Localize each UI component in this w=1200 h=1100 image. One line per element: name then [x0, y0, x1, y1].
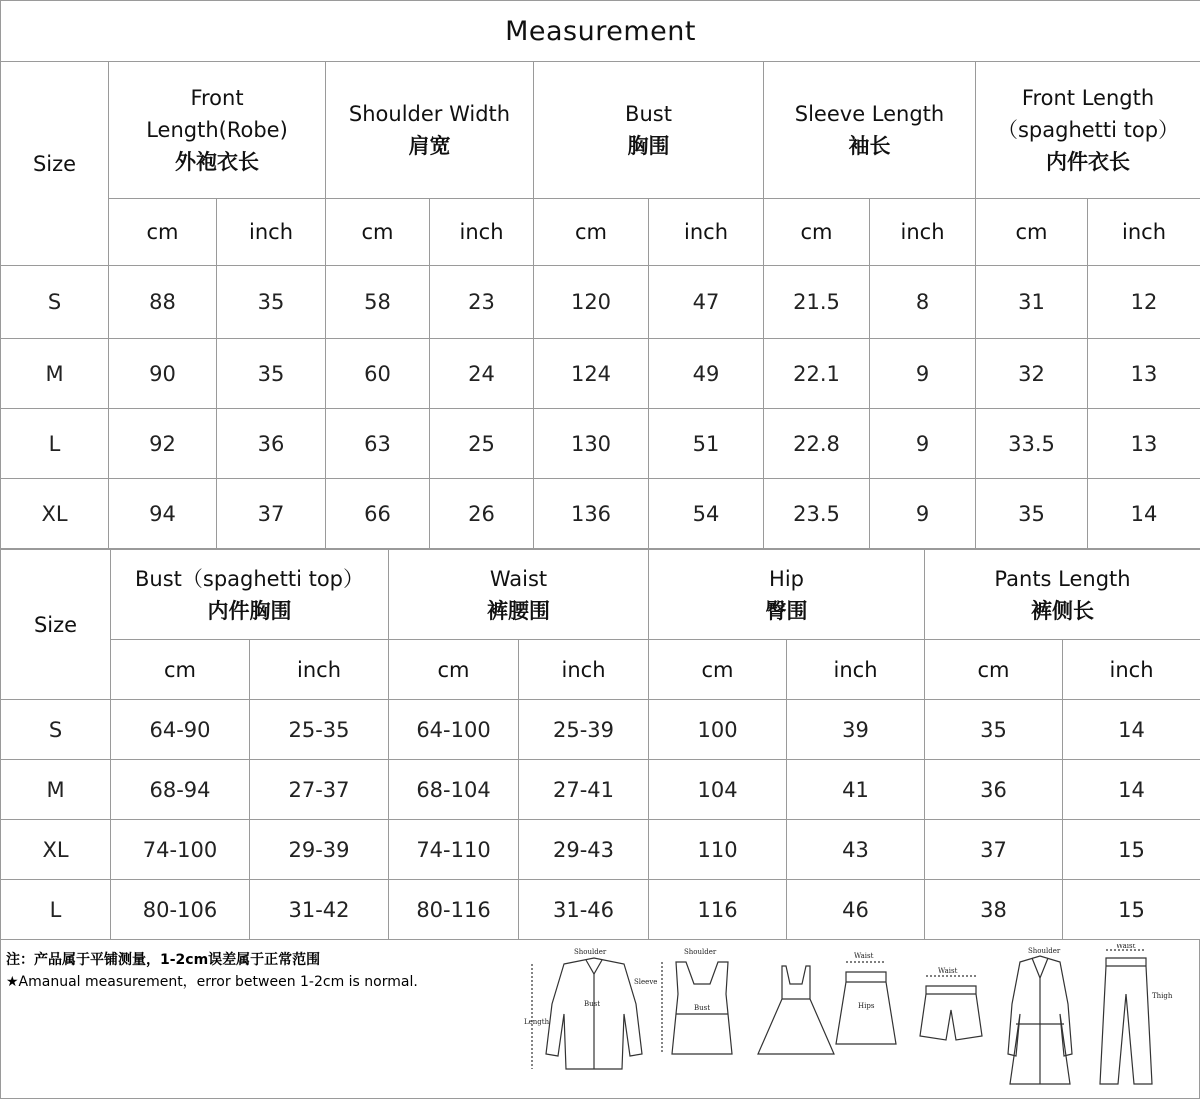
- value-cell: 35: [976, 479, 1088, 549]
- header-en: Pants Length: [994, 566, 1131, 591]
- unit-inch: inch: [519, 640, 649, 700]
- unit-inch: inch: [250, 640, 389, 700]
- label-sleeve: Sleeve: [634, 978, 658, 986]
- size-cell: L: [1, 409, 109, 479]
- label-bust-2: Bust: [694, 1004, 711, 1012]
- value-cell: 9: [870, 479, 976, 549]
- value-cell: 80-106: [111, 880, 250, 940]
- value-cell: 25-35: [250, 700, 389, 760]
- header-zh: 内件胸围: [207, 598, 292, 623]
- garment-measurement-diagrams: [524, 944, 1174, 1094]
- unit-cm: cm: [534, 199, 649, 266]
- value-cell: 31-42: [250, 880, 389, 940]
- value-cell: 29-43: [519, 820, 649, 880]
- value-cell: 14: [1063, 760, 1200, 820]
- value-cell: 116: [649, 880, 787, 940]
- note-english: ★Amanual measurement，error between 1-2cm is normal.: [6, 974, 418, 990]
- measurement-table-top: [0, 0, 1200, 549]
- value-cell: 136: [534, 479, 649, 549]
- value-cell: 94: [109, 479, 217, 549]
- unit-inch: inch: [217, 199, 326, 266]
- value-cell: 63: [326, 409, 430, 479]
- table-row: [1, 700, 1200, 760]
- value-cell: 36: [217, 409, 326, 479]
- header-front-length-robe: [109, 62, 326, 199]
- table-row: [1, 820, 1200, 880]
- header-en: Bust: [625, 102, 672, 126]
- value-cell: 46: [787, 880, 925, 940]
- value-cell: 104: [649, 760, 787, 820]
- value-cell: 41: [787, 760, 925, 820]
- size-cell: M: [1, 760, 111, 820]
- size-cell: S: [1, 266, 109, 339]
- value-cell: 92: [109, 409, 217, 479]
- value-cell: 54: [649, 479, 764, 549]
- header-en: Front: [190, 86, 244, 110]
- value-cell: 74-110: [389, 820, 519, 880]
- value-cell: 25-39: [519, 700, 649, 760]
- table-row: [1, 409, 1200, 479]
- header-sleeve-length: [764, 62, 976, 199]
- value-cell: 68-104: [389, 760, 519, 820]
- pants-sketch-icon: [1100, 950, 1152, 1084]
- unit-cm: cm: [389, 640, 519, 700]
- value-cell: 31: [976, 266, 1088, 339]
- value-cell: 47: [649, 266, 764, 339]
- unit-inch: inch: [870, 199, 976, 266]
- value-cell: 35: [925, 700, 1063, 760]
- value-cell: 23: [430, 266, 534, 339]
- value-cell: 80-116: [389, 880, 519, 940]
- value-cell: 60: [326, 339, 430, 409]
- value-cell: 100: [649, 700, 787, 760]
- header-zh: 袖长: [848, 134, 891, 158]
- header-waist: [389, 550, 649, 640]
- header-en: Sleeve Length: [794, 102, 945, 126]
- value-cell: 38: [925, 880, 1063, 940]
- header-bust-spaghetti: [111, 550, 389, 640]
- label-waist: Waist: [854, 952, 874, 960]
- header-zh: 裤腰围: [487, 598, 551, 623]
- value-cell: 39: [787, 700, 925, 760]
- value-cell: 15: [1063, 820, 1200, 880]
- label-bust: Bust: [584, 1000, 601, 1008]
- unit-inch: inch: [787, 640, 925, 700]
- header-hip: [649, 550, 925, 640]
- value-cell: 37: [217, 479, 326, 549]
- value-cell: 12: [1088, 266, 1200, 339]
- table-row: [1, 760, 1200, 820]
- note-chinese: 注：产品属于平铺测量，1-2cm误差属于正常范围: [6, 952, 321, 968]
- value-cell: 26: [430, 479, 534, 549]
- value-cell: 9: [870, 339, 976, 409]
- size-cell: M: [1, 339, 109, 409]
- value-cell: 90: [109, 339, 217, 409]
- value-cell: 25: [430, 409, 534, 479]
- value-cell: 36: [925, 760, 1063, 820]
- value-cell: 120: [534, 266, 649, 339]
- value-cell: 33.5: [976, 409, 1088, 479]
- value-cell: 49: [649, 339, 764, 409]
- dress-sketch-icon: [758, 966, 834, 1054]
- size-cell: XL: [1, 820, 111, 880]
- unit-cm: cm: [925, 640, 1063, 700]
- value-cell: 110: [649, 820, 787, 880]
- value-cell: 35: [217, 266, 326, 339]
- value-cell: 27-37: [250, 760, 389, 820]
- value-cell: 130: [534, 409, 649, 479]
- header-bust: [534, 62, 764, 199]
- value-cell: 58: [326, 266, 430, 339]
- header-zh: 内件衣长: [1046, 150, 1131, 174]
- header-front-length-spaghetti: [976, 62, 1200, 199]
- value-cell: 22.8: [764, 409, 870, 479]
- label-shoulder-3: Shoulder: [1028, 947, 1061, 955]
- table-row: [1, 266, 1200, 339]
- header-pants-length: [925, 550, 1200, 640]
- value-cell: 22.1: [764, 339, 870, 409]
- blouse-sketch-icon: [532, 958, 642, 1069]
- unit-cm: cm: [764, 199, 870, 266]
- value-cell: 24: [430, 339, 534, 409]
- size-cell: S: [1, 700, 111, 760]
- value-cell: 64-100: [389, 700, 519, 760]
- label-waist-2: Waist: [938, 967, 958, 975]
- value-cell: 15: [1063, 880, 1200, 940]
- measurement-table-bottom: [0, 549, 1200, 940]
- table-row: [1, 880, 1200, 940]
- header-en: Waist: [489, 566, 548, 591]
- value-cell: 51: [649, 409, 764, 479]
- value-cell: 88: [109, 266, 217, 339]
- table-row: [1, 479, 1200, 549]
- label-shoulder: Shoulder: [574, 948, 607, 956]
- value-cell: 27-41: [519, 760, 649, 820]
- coat-sketch-icon: [1008, 956, 1072, 1084]
- value-cell: 14: [1088, 479, 1200, 549]
- value-cell: 43: [787, 820, 925, 880]
- label-thigh: Thigh: [1152, 992, 1173, 1000]
- header-zh: 肩宽: [408, 134, 451, 158]
- chart-title: Measurement: [1, 1, 1200, 62]
- unit-inch: inch: [1088, 199, 1200, 266]
- unit-inch: inch: [430, 199, 534, 266]
- value-cell: 64-90: [111, 700, 250, 760]
- value-cell: 13: [1088, 339, 1200, 409]
- value-cell: 21.5: [764, 266, 870, 339]
- header-en: Shoulder Width: [348, 102, 511, 126]
- unit-cm: cm: [326, 199, 430, 266]
- size-column-header: Size: [1, 62, 109, 266]
- value-cell: 29-39: [250, 820, 389, 880]
- label-shoulder-2: Shoulder: [684, 948, 717, 956]
- header-en-line2: （spaghetti top）: [996, 118, 1180, 142]
- label-waist-3: Waist: [1116, 944, 1136, 950]
- table-row: [1, 339, 1200, 409]
- value-cell: 14: [1063, 700, 1200, 760]
- value-cell: 9: [870, 409, 976, 479]
- header-zh: 胸围: [627, 134, 670, 158]
- unit-cm: cm: [109, 199, 217, 266]
- header-shoulder-width: [326, 62, 534, 199]
- value-cell: 13: [1088, 409, 1200, 479]
- value-cell: 23.5: [764, 479, 870, 549]
- value-cell: 8: [870, 266, 976, 339]
- value-cell: 31-46: [519, 880, 649, 940]
- value-cell: 74-100: [111, 820, 250, 880]
- header-zh: 外袍衣长: [175, 150, 259, 174]
- label-length: Length: [524, 1018, 550, 1026]
- unit-row: [1, 640, 1200, 700]
- header-zh: 臀围: [765, 598, 808, 623]
- size-column-header: Size: [1, 550, 111, 700]
- unit-row: [1, 199, 1200, 266]
- header-en-line2: Length(Robe): [146, 118, 288, 142]
- shorts-sketch-icon: [920, 976, 982, 1040]
- size-cell: L: [1, 880, 111, 940]
- header-en: Bust（spaghetti top）: [135, 566, 364, 591]
- header-zh: 裤侧长: [1031, 598, 1095, 623]
- unit-cm: cm: [111, 640, 250, 700]
- value-cell: 32: [976, 339, 1088, 409]
- unit-cm: cm: [976, 199, 1088, 266]
- size-cell: XL: [1, 479, 109, 549]
- unit-inch: inch: [1063, 640, 1200, 700]
- value-cell: 68-94: [111, 760, 250, 820]
- unit-cm: cm: [649, 640, 787, 700]
- header-en: Hip: [769, 566, 804, 591]
- header-en: Front Length: [1021, 86, 1155, 110]
- value-cell: 124: [534, 339, 649, 409]
- value-cell: 37: [925, 820, 1063, 880]
- value-cell: 35: [217, 339, 326, 409]
- unit-inch: inch: [649, 199, 764, 266]
- value-cell: 66: [326, 479, 430, 549]
- label-hips: Hips: [858, 1002, 875, 1010]
